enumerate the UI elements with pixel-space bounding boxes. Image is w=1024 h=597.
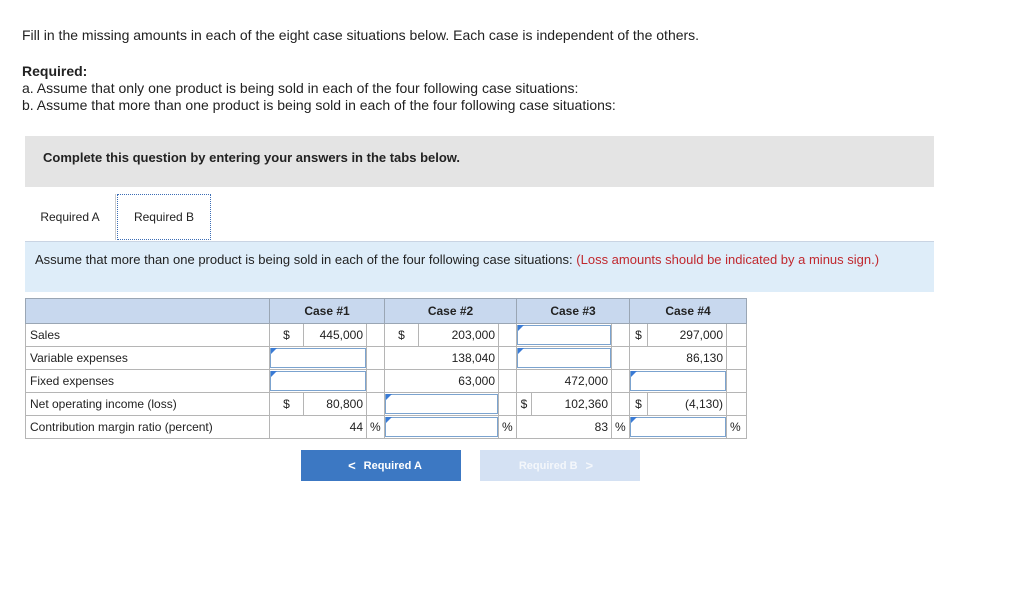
currency-symbol: $ bbox=[270, 324, 304, 347]
row-label: Net operating income (loss) bbox=[26, 393, 270, 416]
input-flag-icon bbox=[386, 417, 392, 423]
required-b-text: b. Assume that more than one product is being sold in each of the four following case situations: bbox=[22, 97, 616, 113]
spacer-cell bbox=[367, 370, 385, 393]
case2-noi-input-cell bbox=[385, 393, 499, 416]
required-heading: Required: bbox=[22, 63, 88, 79]
spacer-cell bbox=[367, 393, 385, 416]
banner-text: Complete this question by entering your answers in the tabs below. bbox=[43, 150, 461, 165]
spacer-cell bbox=[499, 324, 517, 347]
spacer-cell bbox=[727, 370, 747, 393]
spacer-cell bbox=[367, 324, 385, 347]
input-flag-icon bbox=[518, 348, 524, 354]
required-a-text: a. Assume that only one product is being sold in each of the four following case situations: bbox=[22, 80, 579, 96]
spacer-cell bbox=[727, 347, 747, 370]
spacer-cell bbox=[499, 347, 517, 370]
case4-fixed-input-cell bbox=[630, 370, 727, 393]
instruction-box bbox=[25, 242, 934, 292]
case1-fixed-input[interactable] bbox=[270, 371, 366, 391]
input-flag-icon bbox=[518, 325, 524, 331]
chevron-left-icon: < bbox=[348, 458, 356, 473]
table-row-sales bbox=[26, 324, 747, 347]
instructions-text bbox=[22, 27, 699, 44]
currency-symbol: $ bbox=[630, 324, 648, 347]
case2-cm-ratio-input-cell bbox=[385, 416, 499, 439]
table-row-fixed-expenses bbox=[26, 370, 747, 393]
header-case-1: Case #1 bbox=[270, 299, 385, 324]
spacer-cell bbox=[612, 393, 630, 416]
header-case-3: Case #3 bbox=[517, 299, 630, 324]
spacer-cell bbox=[499, 370, 517, 393]
spacer-cell bbox=[612, 370, 630, 393]
instruction-text bbox=[35, 252, 915, 268]
chevron-right-icon: > bbox=[585, 458, 594, 473]
instruction-main: Assume that more than one product is being sold in each of the four following case situations: bbox=[35, 252, 573, 267]
spacer-cell bbox=[499, 393, 517, 416]
case3-variable-input[interactable] bbox=[517, 348, 611, 368]
row-label: Fixed expenses bbox=[26, 370, 270, 393]
case-table bbox=[25, 298, 747, 439]
case1-sales-value: 445,000 bbox=[304, 324, 367, 347]
case4-noi-value: (4,130) bbox=[648, 393, 727, 416]
case1-variable-input-cell bbox=[270, 347, 367, 370]
input-flag-icon bbox=[271, 348, 277, 354]
case2-sales-value: 203,000 bbox=[419, 324, 499, 347]
table-row-net-operating-income bbox=[26, 393, 747, 416]
tab-required-a[interactable]: Required A bbox=[25, 194, 116, 240]
currency-symbol: $ bbox=[517, 393, 532, 416]
currency-symbol: $ bbox=[385, 324, 419, 347]
percent-symbol: % bbox=[499, 416, 517, 439]
case2-noi-input[interactable] bbox=[385, 394, 498, 414]
tab-required-b[interactable]: Required B bbox=[117, 194, 211, 240]
prev-required-a-button[interactable] bbox=[301, 450, 461, 481]
case2-fixed-value: 63,000 bbox=[385, 370, 499, 393]
case1-fixed-input-cell bbox=[270, 370, 367, 393]
input-flag-icon bbox=[386, 394, 392, 400]
row-label: Variable expenses bbox=[26, 347, 270, 370]
case3-variable-input-cell bbox=[517, 347, 612, 370]
prev-button-label: Required A bbox=[363, 459, 422, 472]
question-banner bbox=[25, 136, 934, 187]
case3-sales-input-cell bbox=[517, 324, 612, 347]
case4-sales-value: 297,000 bbox=[648, 324, 727, 347]
percent-symbol: % bbox=[367, 416, 385, 439]
input-flag-icon bbox=[271, 371, 277, 377]
spacer-cell bbox=[727, 393, 747, 416]
case2-cm-ratio-input[interactable] bbox=[385, 417, 498, 437]
input-flag-icon bbox=[631, 417, 637, 423]
row-label: Sales bbox=[26, 324, 270, 347]
case4-fixed-input[interactable] bbox=[630, 371, 726, 391]
currency-symbol: $ bbox=[270, 393, 304, 416]
table-row-variable-expenses bbox=[26, 347, 747, 370]
table-row-cm-ratio bbox=[26, 416, 747, 439]
header-case-2: Case #2 bbox=[385, 299, 517, 324]
case4-variable-value: 86,130 bbox=[630, 347, 727, 370]
percent-symbol: % bbox=[612, 416, 630, 439]
next-button-label: Required B bbox=[518, 459, 578, 472]
case1-noi-value: 80,800 bbox=[304, 393, 367, 416]
case4-cm-ratio-input[interactable] bbox=[630, 417, 726, 437]
spacer-cell bbox=[612, 324, 630, 347]
case3-cm-ratio-value: 83 bbox=[517, 416, 612, 439]
instruction-note: (Loss amounts should be indicated by a minus sign.) bbox=[576, 252, 880, 267]
case2-variable-value: 138,040 bbox=[385, 347, 499, 370]
currency-symbol: $ bbox=[630, 393, 648, 416]
row-label: Contribution margin ratio (percent) bbox=[26, 416, 270, 439]
intro-paragraph: Fill in the missing amounts in each of the eight case situations below. Each case is independent of the others. bbox=[22, 27, 700, 43]
percent-symbol: % bbox=[727, 416, 747, 439]
next-required-b-button[interactable] bbox=[480, 450, 640, 481]
spacer-cell bbox=[727, 324, 747, 347]
spacer-cell bbox=[367, 347, 385, 370]
case3-sales-input[interactable] bbox=[517, 325, 611, 345]
header-blank bbox=[26, 299, 270, 324]
case4-cm-ratio-input-cell bbox=[630, 416, 727, 439]
case3-fixed-value: 472,000 bbox=[517, 370, 612, 393]
input-flag-icon bbox=[631, 371, 637, 377]
case1-variable-input[interactable] bbox=[270, 348, 366, 368]
spacer-cell bbox=[612, 347, 630, 370]
case3-noi-value: 102,360 bbox=[532, 393, 612, 416]
header-case-4: Case #4 bbox=[630, 299, 747, 324]
header-row bbox=[26, 299, 747, 324]
case1-cm-ratio-value: 44 bbox=[270, 416, 367, 439]
